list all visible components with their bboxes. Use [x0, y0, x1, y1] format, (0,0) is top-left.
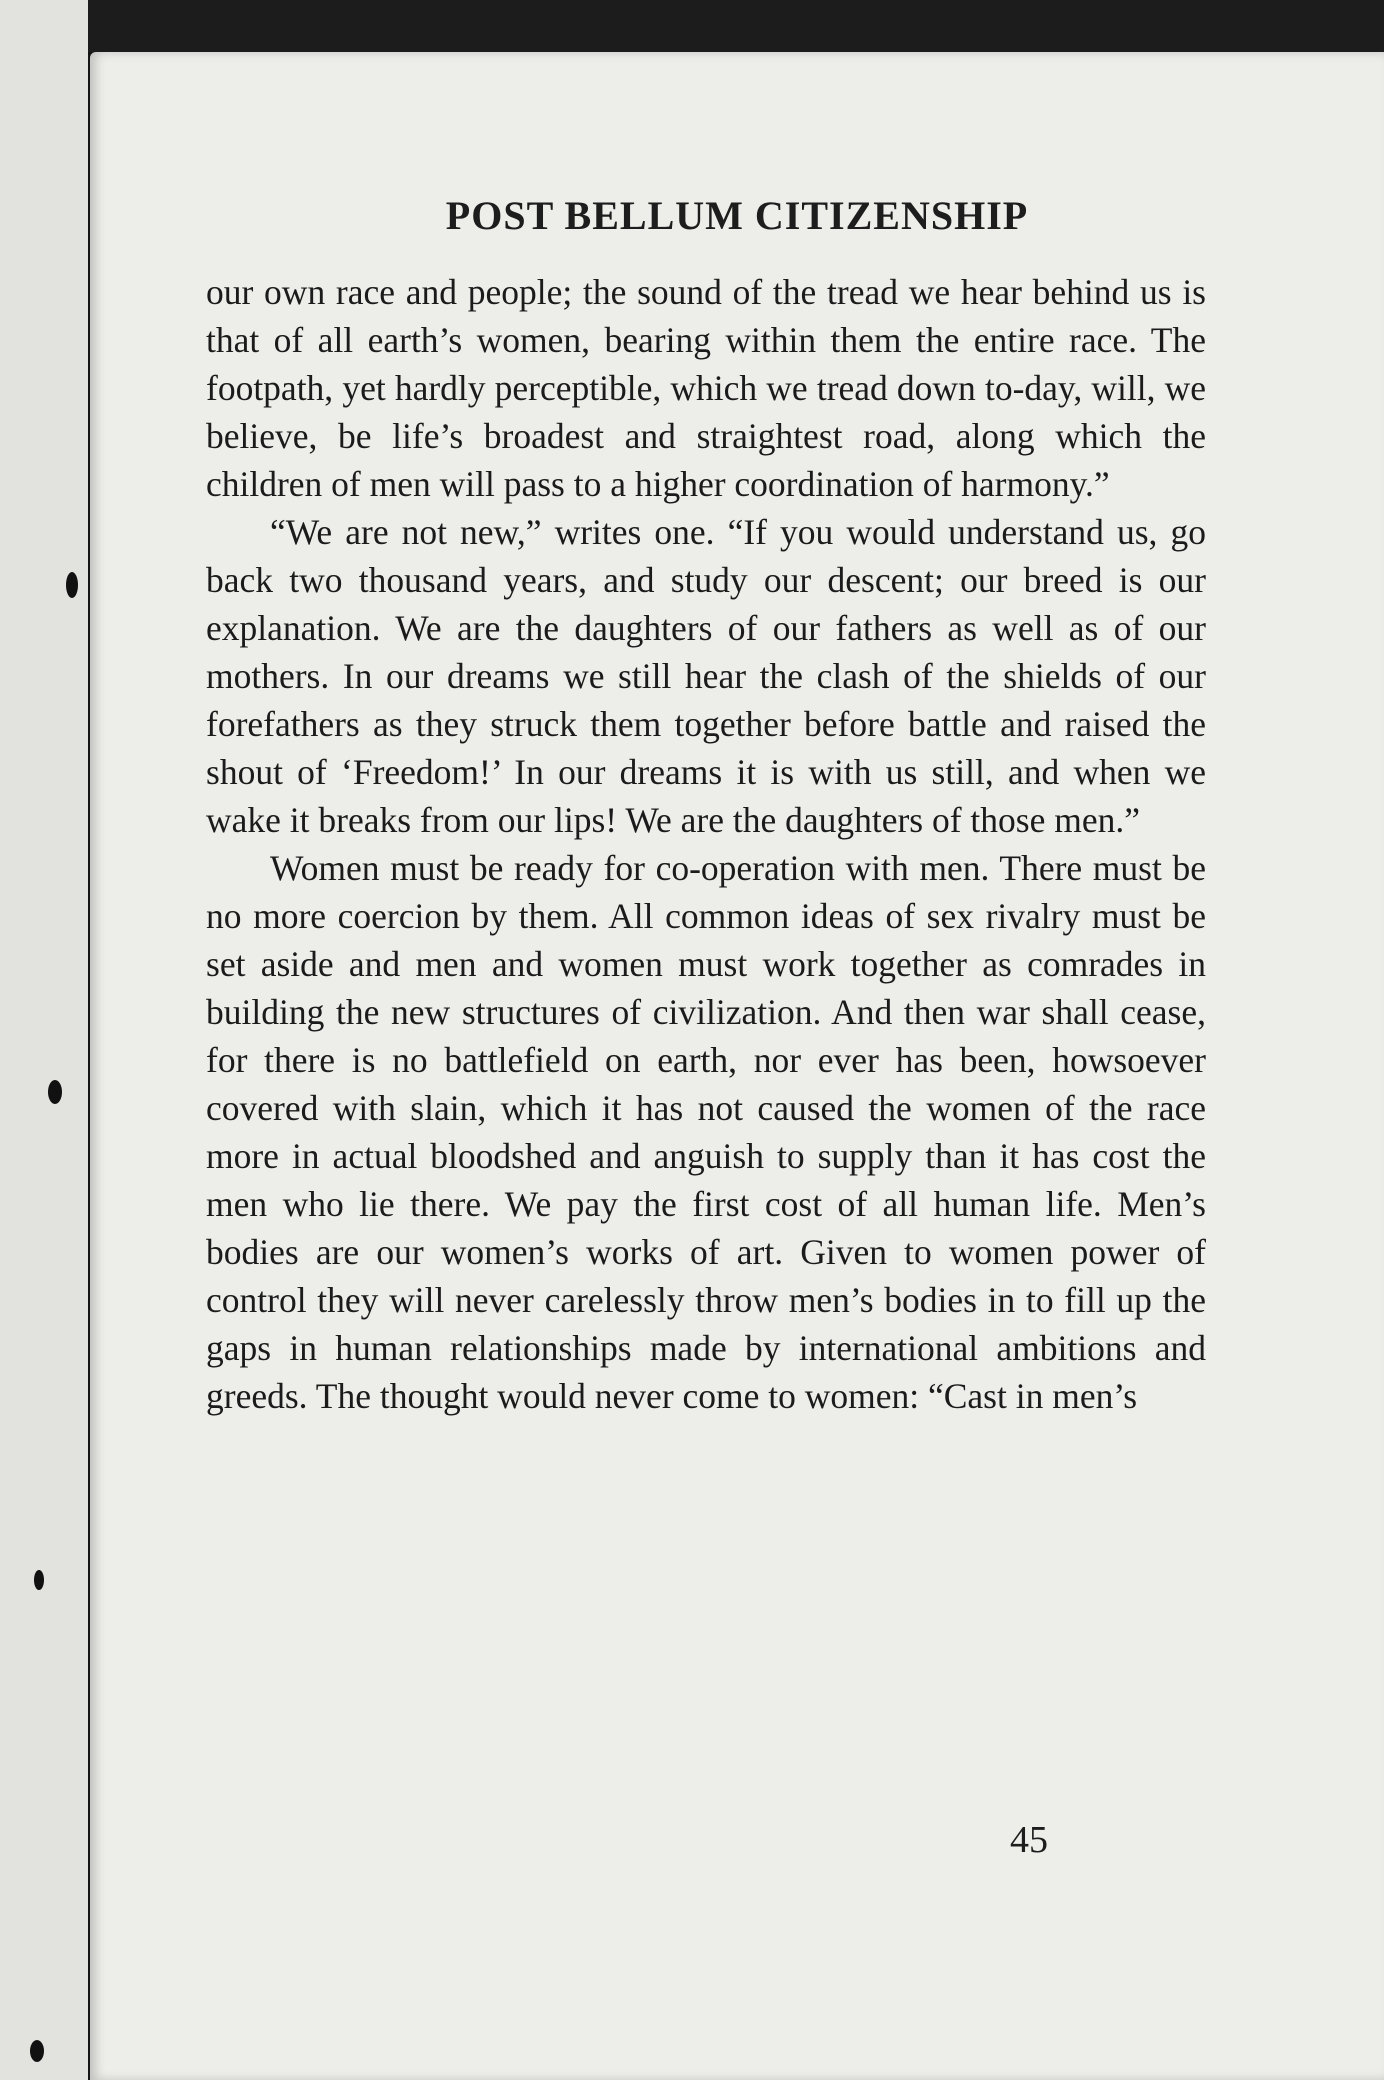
binding-mark	[30, 2040, 44, 2062]
facing-page-edge	[0, 0, 88, 2080]
binding-mark	[48, 1080, 62, 1104]
binding-mark	[66, 572, 78, 598]
running-head: POST BELLUM CITIZENSHIP	[445, 193, 1029, 238]
paragraph-women-cooperation: Women must be ready for co-operation with men. There must be no more coercion by them. All common ideas of sex rivalry must be set aside and men and women must work together as comrades in building the new structures of civilization. And then war shall cease, for there is no battlefield on earth, nor ever has been, howsoever covered with slain, which it has not caused the women of the race more in actual bloodshed and anguish to supply than it has cost the men who lie there. We pay the first cost of all human life. Men’s bodies are our women’s works of art. Given to women power of control they will never carelessly throw men’s bodies in to fill up the gaps in human relationships made by international ambitions and greeds. The thought would never come to women: “Cast in men’s	[206, 848, 1206, 1416]
paragraph-quote: “We are not new,” writes one. “If you would understand us, go back two thousand years, and study our descent; our breed is our explanation. We are the daughters of our fathers as well as of our mothers. In our dreams we still hear the clash of the shields of our forefathers as they struck them together before battle and raised the shout of ‘Freedom!’ In our dreams it is with us still, and when we wake it breaks from our lips! We are the daughters of those men.”	[206, 512, 1206, 840]
scan-top-border	[0, 0, 1384, 52]
body-text	[206, 268, 1206, 1420]
page-number: 45	[1010, 1819, 1048, 1861]
paragraph-continued: our own race and people; the sound of the tread we hear behind us is that of all earth’s women, bearing within them the entire race. The footpath, yet hardly perceptible, which we tread down to-day, will, we believe, be life’s broadest and straightest road, along which the children of men will pass to a higher coordination of harmony.”	[206, 272, 1206, 504]
binding-mark	[34, 1570, 44, 1590]
